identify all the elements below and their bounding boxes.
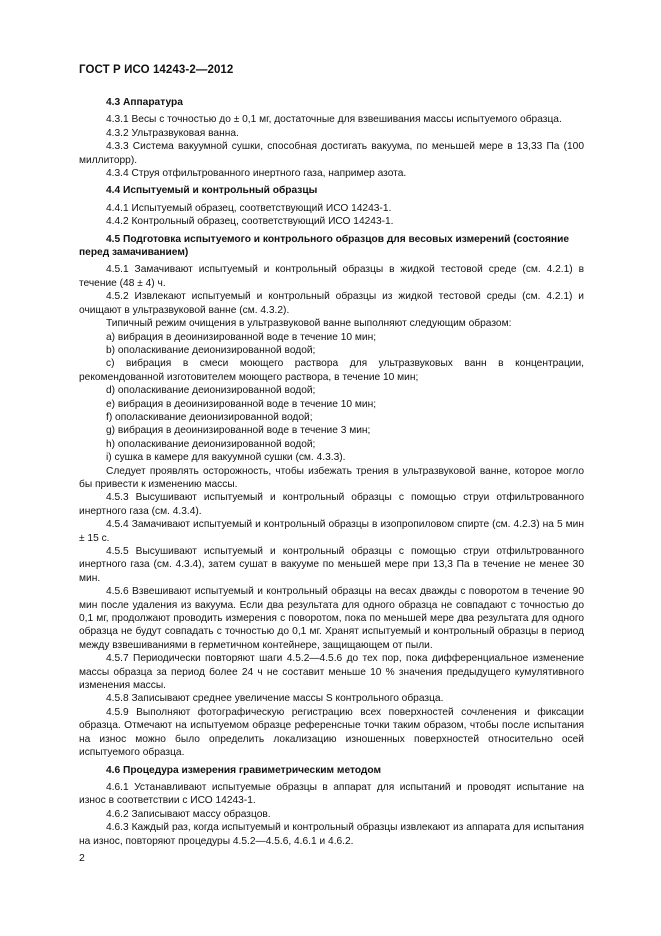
paragraph: 4.5.6 Взвешивают испытуемый и контрольный образцы на весах дважды с поворотом в течение 90 мин после удаления из вакуума. Если два результата для одного образца не совпадают с точностью до 0,1 мг, продолжают проводить измерения с поворотом, пока по меньшей мере два результата для одного образца не будут совпадать с точностью до 0,1 мг. Хранят испытуемый и контрольный образцы в период между взвешиваниями в герметичном контейнере, защищающем от пыли. — [79, 586, 584, 651]
paragraph: 4.6.1 Устанавливают испытуемые образцы в аппарат для испытаний и проводят испытание на износ в соответствии с ИСО 14243-1. — [79, 781, 584, 807]
paragraph: e) вибрация в деоинизированной воде в течение 10 мин; — [106, 398, 377, 410]
paragraph: g) вибрация в деоинизированной воде в течение 3 мин; — [106, 425, 371, 437]
document-header: ГОСТ Р ИСО 14243-2—2012 — [79, 64, 234, 76]
page-number: 2 — [79, 852, 85, 864]
paragraph: 4.4.1 Испытуемый образец, соответствующий ИСО 14243-1. — [106, 202, 392, 214]
paragraph: 4.6.2 Записывают массу образцов. — [106, 808, 271, 820]
paragraph: 4.5.1 Замачивают испытуемый и контрольный образцы в жидкой тестовой среде (см. 4.2.1) в течение (48 ± 4) ч. — [79, 264, 584, 289]
paragraph: 4.3.4 Струя отфильтрованного инертного газа, например азота. — [106, 168, 407, 180]
paragraph: f) ополаскивание деионизированной водой; — [106, 411, 313, 423]
paragraph: c) вибрация в смеси моющего раствора для ультразвуковых ванн в концентрации, рекомендованной изготовителем моющего раствора, в течение 10 мин; — [79, 358, 584, 383]
paragraph: b) ополаскивание деионизированной водой; — [106, 344, 316, 356]
paragraph: Следует проявлять осторожность, чтобы избежать трения в ультразвуковой ванне, которое могло бы привести к изменению массы. — [79, 465, 584, 490]
paragraph: a) вибрация в деоинизированной воде в течение 10 мин; — [106, 331, 377, 343]
paragraph: 4.5.5 Высушивают испытуемый и контрольный образцы с помощью струи отфильтрованного инертного газа (см. 4.3.4), затем сушат в вакууме по меньшей мере при 13,3 Па в течение не менее 30 мин. — [79, 546, 584, 584]
paragraph: 4.5.2 Извлекают испытуемый и контрольный образцы из жидкой тестовой среды (см. 4.2.1) и очищают в ультразвуковой ванне (см. 4.3.2). — [79, 291, 584, 316]
paragraph: 4.5.7 Периодически повторяют шаги 4.5.2—4.5.6 до тех пор, пока дифференциальное изменение массы образца за период более 24 ч не составит меньше 10 % значения предыдущего кумулятивного изменения массы. — [79, 653, 584, 692]
paragraph: 4.5.3 Высушивают испытуемый и контрольный образцы с помощью струи отфильтрованного инертного газа (см. 4.3.4). — [79, 492, 584, 517]
paragraph: 4.3.2 Ультразвуковая ванна. — [106, 127, 239, 139]
paragraph: h) ополаскивание деионизированной водой; — [106, 438, 316, 450]
paragraph: d) ополаскивание деионизированной водой; — [106, 385, 316, 397]
paragraph: 4.6.3 Каждый раз, когда испытуемый и контрольный образцы извлекают из аппарата для испытания на износ, повторяют процедуры 4.5.2—4.5.6, 4.6.1 и 4.6.2. — [79, 822, 584, 847]
paragraph: i) сушка в камере для вакуумной сушки (см. 4.3.3). — [106, 452, 346, 464]
document-body — [79, 96, 584, 848]
paragraph: 4.5.4 Замачивают испытуемый и контрольный образцы в изопропиловом спирте (см. 4.2.3) на 5 мин ± 15 с. — [79, 519, 584, 544]
paragraph: 4.3.3 Система вакуумной сушки, способная достигать вакуума, по меньшей мере в 13,33 Па (100 миллиторр). — [79, 141, 584, 166]
paragraph: 4.4.2 Контрольный образец, соответствующий ИСО 14243-1. — [106, 216, 394, 228]
section-heading: 4.3 Аппаратура — [106, 97, 183, 108]
section-heading: 4.4 Испытуемый и контрольный образцы — [106, 185, 318, 197]
paragraph: Типичный режим очищения в ультразвуковой ванне выполняют следующим образом: — [106, 318, 512, 330]
paragraph: 4.5.8 Записывают среднее увеличение массы S контрольного образца. — [106, 693, 444, 705]
section-heading: 4.6 Процедура измерения гравиметрическим методом — [106, 764, 382, 776]
section-heading: 4.5 Подготовка испытуемого и контрольного образцов для весовых измерений (состояние перед замачиванием) — [79, 233, 569, 259]
paragraph: 4.5.9 Выполняют фотографическую регистрацию всех поверхностей сочленения и фиксации образца. Отмечают на испытуемом образце референсные точки таким образом, чтобы после испытания на износ можно было определить локализацию изношенных поверхностей относительно осей испытуемого образца. — [79, 706, 584, 759]
paragraph: 4.3.1 Весы с точностью до ± 0,1 мг, достаточные для взвешивания массы испытуемого образца. — [106, 114, 562, 126]
